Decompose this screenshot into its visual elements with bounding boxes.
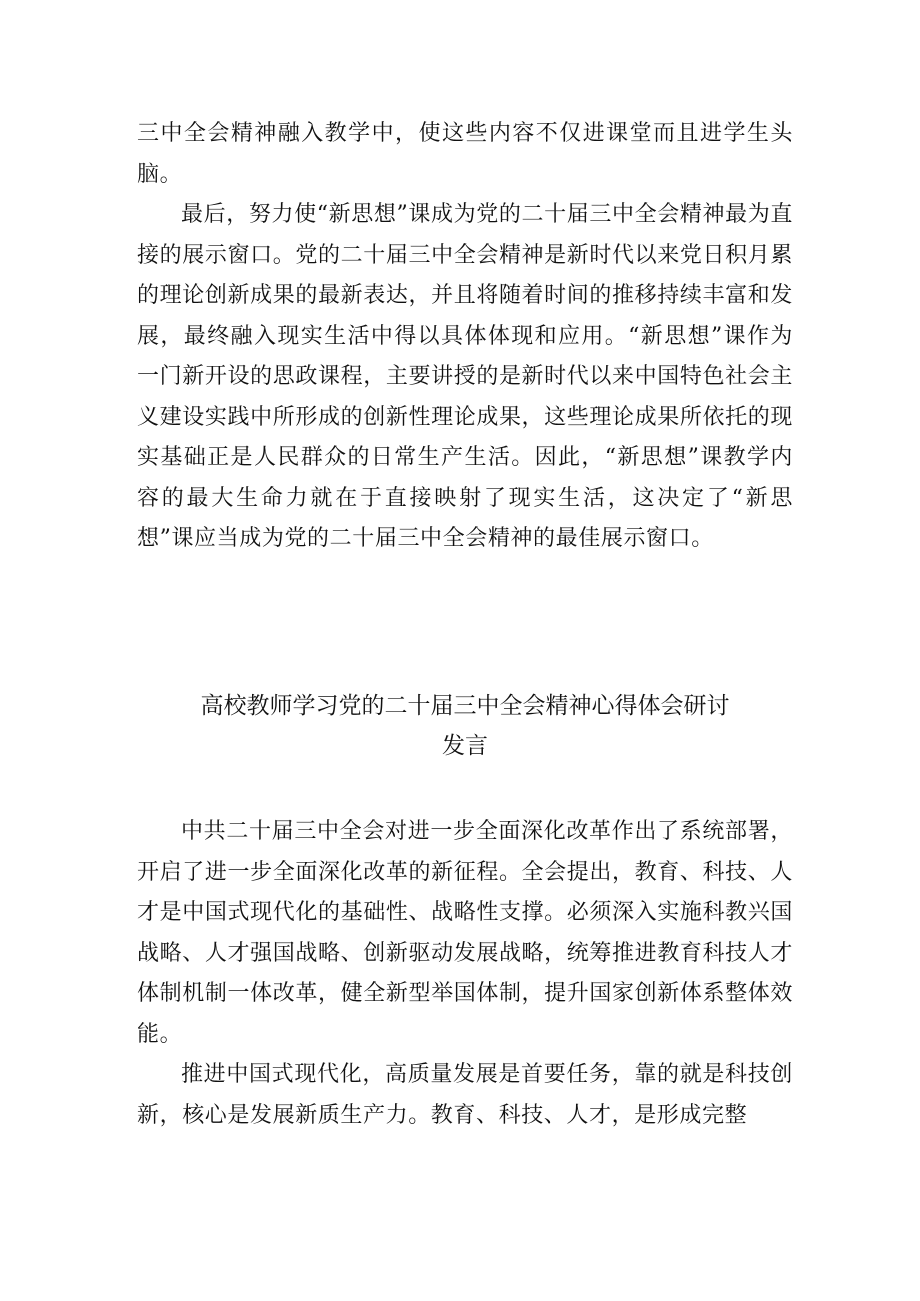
article-title-line-1: 高校教师学习党的二十届三中全会精神心得体会研讨 (200, 693, 730, 719)
article-title (137, 686, 793, 766)
article-body (137, 812, 793, 1136)
continued-section (137, 114, 793, 560)
article-title-line-2: 发言 (442, 733, 488, 759)
paragraph-conclusion: 最后，努力使“新思想”课成为党的二十届三中全会精神最为直接的展示窗口。党的二十届三中全会精神是新时代以来党日积月累的理论创新成果的最新表达，并且将随着时间的推移持续丰富和发展，最终融入现实生活中得以具体体现和应用。“新思想”课作为一门新开设的思政课程，主要讲授的是新时代以来中国特色社会主义建设实践中所形成的创新性理论成果，这些理论成果所依托的现实基础正是人民群众的日常生产生活。因此，“新思想”课教学内容的最大生命力就在于直接映射了现实生活，这决定了“新思想”课应当成为党的二十届三中全会精神的最佳展示窗口。 (137, 202, 793, 551)
article-paragraph-1: 中共二十届三中全会对进一步全面深化改革作出了系统部署，开启了进一步全面深化改革的新征程。全会提出，教育、科技、人才是中国式现代化的基础性、战略性支撑。必须深入实施科教兴国战略、人才强国战略、创新驱动发展战略，统筹推进教育科技人才体制机制一体改革，健全新型举国体制，提升国家创新体系整体效能。 (137, 819, 793, 1047)
article-paragraph-2: 推进中国式现代化，高质量发展是首要任务，靠的就是科技创新，核心是发展新质生产力。教育、科技、人才，是形成完整 (137, 1062, 793, 1128)
paragraph-continuation: 三中全会精神融入教学中，使这些内容不仅进课堂而且进学生头脑。 (137, 121, 793, 187)
